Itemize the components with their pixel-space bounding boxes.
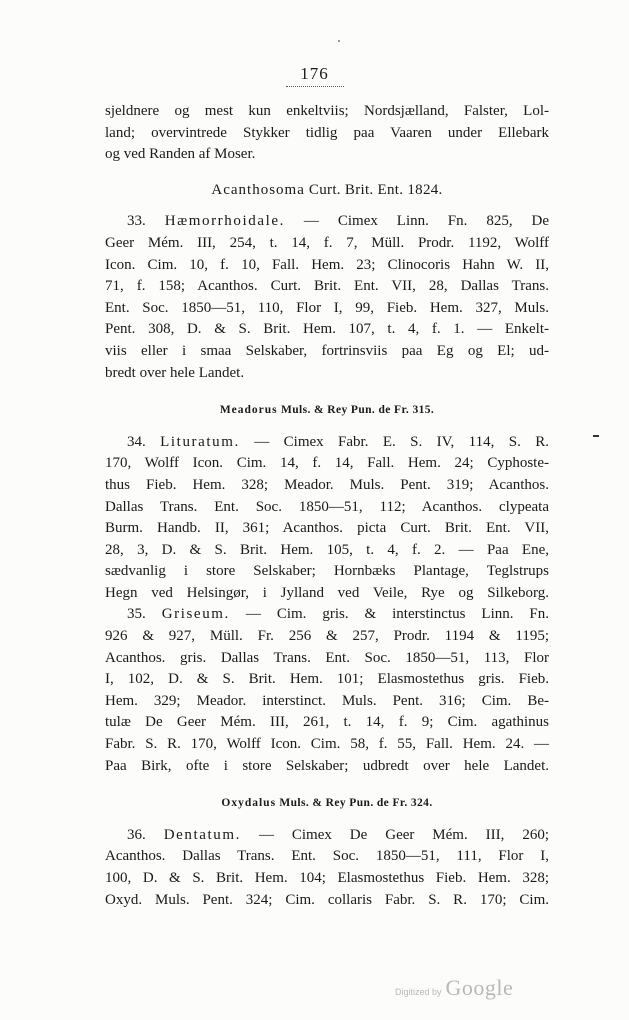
text-line: Ent. Soc. 1850—51, 110, Flor I, 99, Fieb. Hem. 327, Muls. [105, 299, 549, 316]
genus-authority: Curt. Brit. Ent. 1824. [308, 181, 443, 198]
genus-authority: Muls. & Rey Pun. de Fr. 324. [279, 797, 433, 810]
text-line: Pent. 308, D. & S. Brit. Hem. 107, t. 4, f. 1. — Enkelt- [105, 321, 549, 338]
text-line: Acanthos. Dallas Trans. Ent. Soc. 1850—51, 111, Flor I, [105, 848, 549, 865]
species-citation: — Cimex Fabr. E. S. IV, 114, S. R. [254, 433, 549, 450]
species-number: 34. [127, 433, 146, 450]
species-entry-first-line [105, 432, 549, 454]
species-name: Griseum. [161, 606, 230, 623]
genus-authority: Muls. & Rey Pun. de Fr. 315. [280, 404, 435, 417]
text-line: Icon. Cim. 10, f. 10, Fall. Hem. 23; Clinocoris Hahn W. II, [105, 256, 549, 273]
text-line: 71, f. 158; Acanthos. Curt. Brit. Ent. VII, 28, Dallas Trans. [105, 278, 549, 295]
genus-heading-acanthosoma [105, 180, 549, 202]
text-line: land; overvintrede Stykker tidlig paa Vaaren under Ellebark [105, 124, 549, 141]
species-citation: — Cimex De Geer Mém. III, 260; [258, 826, 549, 843]
text-line: Fabr. S. R. 170, Wolff Icon. Cim. 58, f. 55, Fall. Hem. 24. — [105, 736, 549, 753]
text-line: bredt over hele Landet. [105, 364, 245, 381]
page-number-rule [286, 86, 344, 87]
text-line: sjeldnere og mest kun enkeltviis; Nordsjælland, Falster, Lol- [105, 103, 549, 119]
text-line: Burm. Handb. II, 361; Acanthos. picta Curt. Brit. Ent. VII, [105, 520, 549, 537]
page-body [105, 101, 549, 911]
species-entry-first-line [105, 825, 549, 847]
genus-name: Meadorus [219, 404, 278, 417]
species-citation: — Cim. gris. & interstinctus Linn. Fn. [245, 606, 550, 623]
text-line: thus Fieb. Hem. 328; Meador. Muls. Pent. 319; Acanthos. [105, 476, 549, 493]
species-citation: — Cimex Linn. Fn. 825, De [303, 213, 549, 230]
species-number: 35. [127, 606, 146, 623]
genus-name: Oxydalus [221, 797, 277, 810]
page-number [0, 64, 629, 87]
text-line: viis eller i smaa Selskaber, fortrinsviis paa Eg og El; ud- [105, 342, 549, 359]
text-line: sædvanlig i store Selskaber; Hornbæks Plantage, Teglstrups [105, 563, 549, 580]
species-entry-first-line [105, 604, 549, 626]
text-line: Oxyd. Muls. Pent. 324; Cim. collaris Fabr. S. R. 170; Cim. [105, 891, 549, 908]
species-number: 33. [127, 213, 146, 230]
species-entry-first-line [105, 211, 549, 233]
genus-heading-oxydalus [105, 793, 549, 815]
text-line: og ved Randen af Moser. [105, 146, 256, 163]
species-name: Lituratum. [160, 433, 240, 450]
text-line: I, 102, D. & S. Brit. Hem. 101; Elasmostethus gris. Fieb. [105, 671, 549, 688]
google-logo: Google [445, 975, 514, 1000]
watermark-prefix: Digitized by [395, 987, 442, 997]
text-line: tulæ De Geer Mém. III, 261, t. 14, f. 9; Cim. agathinus [105, 714, 549, 731]
text-line: Paa Birk, ofte i store Selskaber; udbredt over hele Landet. [105, 757, 549, 774]
text-line: Geer Mém. III, 254, t. 14, f. 7, Müll. Prodr. 1192, Wolff [105, 234, 549, 251]
text-line: 100, D. & S. Brit. Hem. 104; Elasmostethus Fieb. Hem. 328; [105, 870, 549, 886]
genus-heading-meadorus [105, 400, 549, 422]
text-line: 170, Wolff Icon. Cim. 14, f. 14, Fall. Hem. 24; Cyphoste- [105, 455, 549, 472]
species-name: Dentatum. [163, 826, 241, 843]
text-line: 28, 3, D. & S. Brit. Hem. 105, t. 4, f. 2. — Paa Ene, [105, 541, 549, 558]
text-line: Dallas Trans. Ent. Soc. 1850—51, 112; Acanthos. clypeata [105, 498, 549, 515]
genus-name: Acanthosoma [211, 181, 305, 198]
text-line: Acanthos. gris. Dallas Trans. Ent. Soc. 1850—51, 113, Flor [105, 649, 549, 666]
margin-dash-mark [593, 435, 599, 437]
species-number: 36. [127, 826, 146, 843]
ink-speck [338, 40, 340, 42]
text-line: Hem. 329; Meador. interstinct. Muls. Pent. 316; Cim. Be- [105, 692, 549, 709]
text-line: 926 & 927, Müll. Fr. 256 & 257, Prodr. 1194 & 1195; [105, 628, 549, 645]
species-name: Hæmorrhoidale. [164, 213, 285, 230]
digitization-watermark [395, 975, 513, 1001]
page-number-text: 176 [300, 64, 329, 83]
text-line: Hegn ved Helsingør, i Jylland ved Veile, Rye og Silkeborg. [105, 584, 549, 601]
